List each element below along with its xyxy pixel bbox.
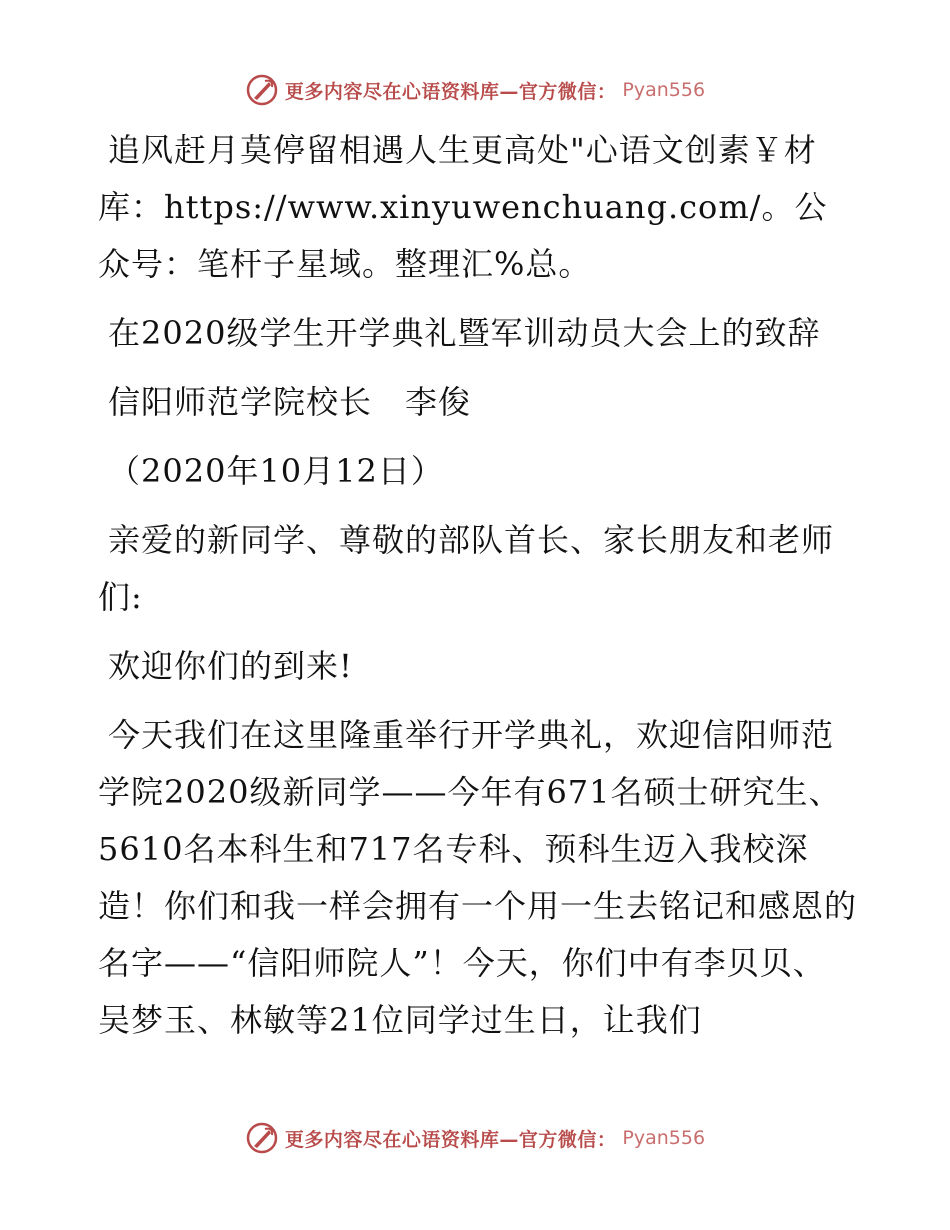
document-body bbox=[98, 122, 858, 1061]
footer-banner-text: 更多内容尽在心语资料库—官方微信： bbox=[284, 1128, 617, 1151]
header-banner-contact: Pyan556 bbox=[622, 79, 706, 101]
footer-banner bbox=[0, 1118, 950, 1158]
quill-logo-icon bbox=[245, 1121, 279, 1155]
body-paragraph: 今天我们在这里隆重举行开学典礼，欢迎信阳师范学院2020级新同学——今年有671名硕士研究生、5610名本科生和717名专科、预科生迈入我校深造！你们和我一样会拥有一个用一生去铭记和感恩的名字——“信阳师院人”！今天，你们中有李贝贝、吴梦玉、林敏等21位同学过生日，让我们 bbox=[98, 716, 858, 1039]
salutation: 亲爱的新同学、尊敬的部队首长、家长朋友和老师们: bbox=[98, 521, 835, 616]
speech-date: （2020年10月12日） bbox=[108, 452, 444, 490]
speaker-line: 信阳师范学院校长 李俊 bbox=[108, 383, 472, 421]
paragraph-source-note: 追风赶月莫停留相遇人生更高处"心语文创素￥材库：https://www.xinyuwenchuang.com/。公众号：笔杆子星域。整理汇%总。 bbox=[98, 131, 828, 283]
footer-banner-contact: Pyan556 bbox=[622, 1127, 706, 1149]
welcome-line: 欢迎你们的到来! bbox=[108, 647, 353, 685]
quill-logo-icon bbox=[245, 73, 279, 107]
header-banner-text: 更多内容尽在心语资料库—官方微信： bbox=[284, 80, 617, 103]
header-banner bbox=[0, 70, 950, 110]
speech-title: 在2020级学生开学典礼暨军训动员大会上的致辞 bbox=[108, 314, 821, 352]
